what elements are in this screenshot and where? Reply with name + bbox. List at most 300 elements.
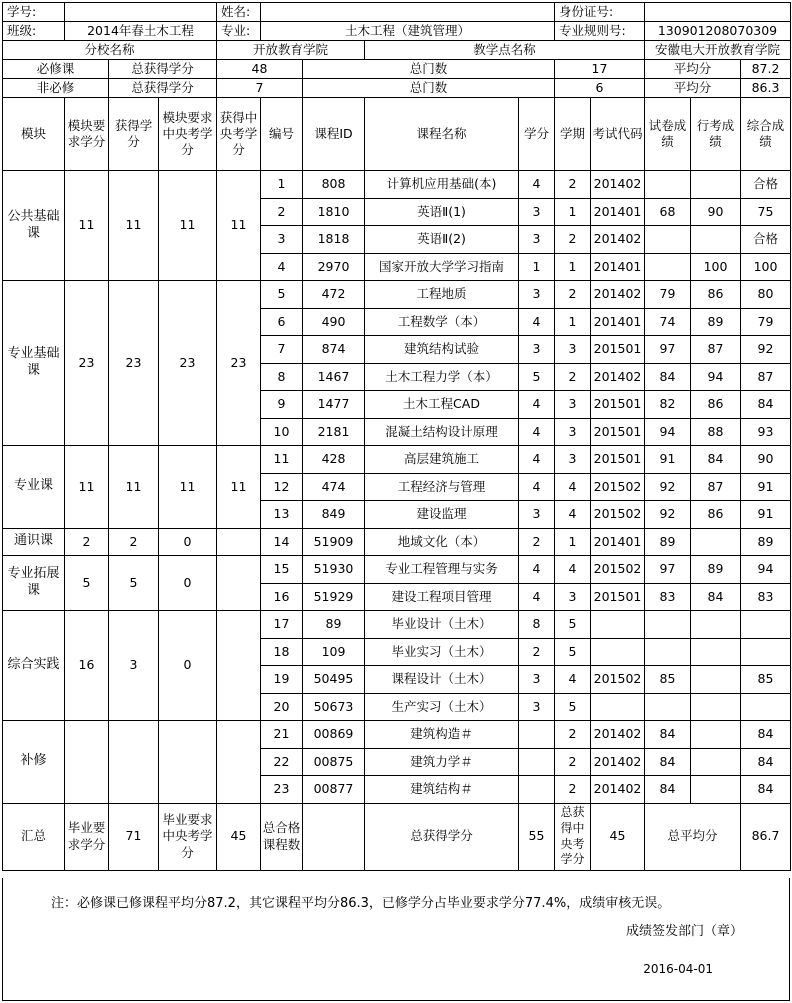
total-central-credits-label: 总获得中央考学分 [555, 803, 591, 870]
course-row [3, 528, 791, 556]
module-required-credits: 23 [65, 281, 109, 446]
col-course-id: 课程ID [303, 98, 365, 171]
elective-count-label: 总门数 [303, 79, 555, 98]
module-earned-credits [109, 721, 159, 804]
major-label: 专业: [217, 22, 261, 41]
issue-date: 2016-04-01 [643, 962, 713, 976]
course-credit: 3 [519, 666, 555, 694]
module-central-required: 0 [159, 611, 217, 721]
course-name: 土木工程CAD [365, 391, 519, 419]
course-credit: 2 [519, 638, 555, 666]
total-score: 92 [741, 336, 791, 364]
course-id: 490 [303, 308, 365, 336]
course-term: 5 [555, 693, 591, 721]
exam-code: 201501 [591, 583, 645, 611]
col-earned-central: 获得中央考学分 [217, 98, 261, 171]
branch-label: 分校名称 [3, 41, 217, 60]
course-number: 2 [261, 198, 303, 226]
course-credit: 4 [519, 418, 555, 446]
exam-code: 201502 [591, 666, 645, 694]
branch-value: 开放教育学院 [217, 41, 365, 60]
course-name: 建设监理 [365, 501, 519, 529]
module-required-credits: 5 [65, 556, 109, 611]
elective-credits: 7 [217, 79, 303, 98]
exam-code: 201401 [591, 308, 645, 336]
note-text: 注：必修课已修课程平均分87.2，其它课程平均分86.3，已修学分占毕业要求学分77.4%，成绩审核无误。 [51, 896, 671, 911]
exam-code: 201502 [591, 501, 645, 529]
process-score: 84 [691, 583, 741, 611]
exam-score: 84 [645, 776, 691, 804]
col-earned-credits: 获得学分 [109, 98, 159, 171]
course-number: 13 [261, 501, 303, 529]
course-name: 英语Ⅱ(2) [365, 226, 519, 254]
module-central-required [159, 721, 217, 804]
course-credit: 2 [519, 528, 555, 556]
course-term: 2 [555, 748, 591, 776]
course-credit [519, 776, 555, 804]
major-value: 土木工程（建筑管理） [261, 22, 555, 41]
module-required-credits: 2 [65, 528, 109, 556]
course-term: 2 [555, 776, 591, 804]
course-name: 建筑结构＃ [365, 776, 519, 804]
required-avg-label: 平均分 [645, 60, 741, 79]
exam-code: 201402 [591, 748, 645, 776]
total-score [741, 611, 791, 639]
course-id: 1810 [303, 198, 365, 226]
exam-code: 201402 [591, 226, 645, 254]
total-score: 90 [741, 446, 791, 474]
course-credit: 4 [519, 446, 555, 474]
course-term: 5 [555, 638, 591, 666]
exam-code: 201402 [591, 171, 645, 199]
total-score: 85 [741, 666, 791, 694]
course-number: 17 [261, 611, 303, 639]
process-score [691, 776, 741, 804]
course-number: 21 [261, 721, 303, 749]
exam-code: 201501 [591, 391, 645, 419]
course-number: 8 [261, 363, 303, 391]
exam-code: 201401 [591, 253, 645, 281]
module-central-required: 0 [159, 556, 217, 611]
exam-score [645, 226, 691, 254]
course-name: 建筑构造＃ [365, 721, 519, 749]
exam-code: 201402 [591, 721, 645, 749]
required-credits-label: 总获得学分 [109, 60, 217, 79]
course-id: 51929 [303, 583, 365, 611]
total-score [741, 638, 791, 666]
exam-score: 85 [645, 666, 691, 694]
course-term: 2 [555, 226, 591, 254]
course-name: 英语Ⅱ(1) [365, 198, 519, 226]
course-id: 849 [303, 501, 365, 529]
course-term: 3 [555, 418, 591, 446]
total-central-credits-value: 45 [591, 803, 645, 870]
exam-code: 201402 [591, 363, 645, 391]
course-name: 课程设计（土木） [365, 666, 519, 694]
elective-credits-label: 总获得学分 [109, 79, 217, 98]
course-credit: 3 [519, 226, 555, 254]
course-row [3, 721, 791, 749]
course-id: 808 [303, 171, 365, 199]
course-name: 建筑力学＃ [365, 748, 519, 776]
total-score: 83 [741, 583, 791, 611]
process-score [691, 693, 741, 721]
total-score: 84 [741, 776, 791, 804]
total-score: 100 [741, 253, 791, 281]
module-name: 专业拓展课 [3, 556, 65, 611]
module-central-earned [217, 528, 261, 556]
course-id: 00877 [303, 776, 365, 804]
elective-avg-label: 平均分 [645, 79, 741, 98]
exam-score [645, 253, 691, 281]
course-credit: 4 [519, 556, 555, 584]
course-name: 高层建筑施工 [365, 446, 519, 474]
course-term: 3 [555, 391, 591, 419]
process-score: 87 [691, 336, 741, 364]
module-name: 通识课 [3, 528, 65, 556]
process-score [691, 748, 741, 776]
course-id: 472 [303, 281, 365, 309]
course-row [3, 611, 791, 639]
exam-score [645, 693, 691, 721]
course-term: 1 [555, 253, 591, 281]
exam-code: 201401 [591, 198, 645, 226]
course-term: 1 [555, 308, 591, 336]
course-number: 9 [261, 391, 303, 419]
module-central-required: 0 [159, 528, 217, 556]
module-name: 专业基础课 [3, 281, 65, 446]
course-name: 工程地质 [365, 281, 519, 309]
process-score: 89 [691, 556, 741, 584]
col-credit: 学分 [519, 98, 555, 171]
module-central-required: 11 [159, 171, 217, 281]
course-id: 1818 [303, 226, 365, 254]
course-id: 1477 [303, 391, 365, 419]
course-term: 3 [555, 446, 591, 474]
process-score [691, 638, 741, 666]
process-score [691, 611, 741, 639]
course-credit [519, 721, 555, 749]
exam-score [645, 611, 691, 639]
exam-score: 97 [645, 336, 691, 364]
course-row [3, 446, 791, 474]
course-number: 7 [261, 336, 303, 364]
totals-label: 汇总 [3, 803, 65, 870]
exam-score: 94 [645, 418, 691, 446]
course-name: 建筑结构试验 [365, 336, 519, 364]
id-value [645, 3, 791, 22]
course-credit: 4 [519, 308, 555, 336]
col-total-score: 综合成绩 [741, 98, 791, 171]
total-score: 75 [741, 198, 791, 226]
total-score: 84 [741, 721, 791, 749]
col-exam-score: 试卷成绩 [645, 98, 691, 171]
column-header-row [3, 98, 791, 171]
process-score [691, 666, 741, 694]
course-credit: 3 [519, 501, 555, 529]
module-name: 公共基础课 [3, 171, 65, 281]
transcript-table [2, 2, 791, 871]
module-name: 补修 [3, 721, 65, 804]
process-score [691, 721, 741, 749]
exam-score: 68 [645, 198, 691, 226]
issuing-office: 成绩签发部门（章） [625, 924, 743, 939]
process-score [691, 226, 741, 254]
course-term: 4 [555, 473, 591, 501]
course-credit: 4 [519, 391, 555, 419]
course-number: 12 [261, 473, 303, 501]
course-name: 专业工程管理与实务 [365, 556, 519, 584]
total-score: 89 [741, 528, 791, 556]
module-required-credits [65, 721, 109, 804]
exam-score: 92 [645, 473, 691, 501]
exam-score: 74 [645, 308, 691, 336]
course-id: 474 [303, 473, 365, 501]
grad-required-label: 毕业要求学分 [65, 803, 109, 870]
required-count-label: 总门数 [303, 60, 555, 79]
exam-score: 89 [645, 528, 691, 556]
course-name: 混凝土结构设计原理 [365, 418, 519, 446]
central-required-value: 45 [217, 803, 261, 870]
course-id: 00875 [303, 748, 365, 776]
col-course-name: 课程名称 [365, 98, 519, 171]
process-score: 84 [691, 446, 741, 474]
course-number: 1 [261, 171, 303, 199]
course-number: 14 [261, 528, 303, 556]
course-id: 428 [303, 446, 365, 474]
process-score: 87 [691, 473, 741, 501]
class-value: 2014年春土木工程 [65, 22, 217, 41]
site-label: 教学点名称 [365, 41, 645, 60]
elective-summary-row [3, 79, 791, 98]
qualified-count-value [303, 803, 365, 870]
course-id: 89 [303, 611, 365, 639]
course-credit: 4 [519, 473, 555, 501]
process-score: 86 [691, 281, 741, 309]
module-central-earned: 11 [217, 446, 261, 529]
elective-label: 非必修 [3, 79, 109, 98]
required-credits: 48 [217, 60, 303, 79]
course-name: 生产实习（土木） [365, 693, 519, 721]
exam-score: 97 [645, 556, 691, 584]
course-number: 18 [261, 638, 303, 666]
course-credit: 8 [519, 611, 555, 639]
course-number: 20 [261, 693, 303, 721]
total-score: 合格 [741, 226, 791, 254]
student-no-value [65, 3, 217, 22]
process-score: 90 [691, 198, 741, 226]
process-score [691, 171, 741, 199]
total-score: 80 [741, 281, 791, 309]
course-number: 19 [261, 666, 303, 694]
exam-score: 84 [645, 748, 691, 776]
course-term: 4 [555, 556, 591, 584]
site-value: 安徽电大开放教育学院 [645, 41, 791, 60]
total-score: 94 [741, 556, 791, 584]
module-earned-credits: 11 [109, 446, 159, 529]
course-term: 3 [555, 583, 591, 611]
module-required-credits: 11 [65, 446, 109, 529]
course-term: 4 [555, 501, 591, 529]
course-id: 2970 [303, 253, 365, 281]
module-earned-credits: 2 [109, 528, 159, 556]
course-number: 5 [261, 281, 303, 309]
col-module: 模块 [3, 98, 65, 171]
course-id: 50495 [303, 666, 365, 694]
course-id: 109 [303, 638, 365, 666]
process-score: 86 [691, 501, 741, 529]
header-row-2 [3, 22, 791, 41]
course-credit: 3 [519, 693, 555, 721]
header-row-1 [3, 3, 791, 22]
course-name: 建设工程项目管理 [365, 583, 519, 611]
name-value [261, 3, 555, 22]
required-summary-row [3, 60, 791, 79]
course-name: 国家开放大学学习指南 [365, 253, 519, 281]
course-id: 50673 [303, 693, 365, 721]
col-term: 学期 [555, 98, 591, 171]
exam-code: 201502 [591, 473, 645, 501]
exam-code: 201402 [591, 776, 645, 804]
course-number: 15 [261, 556, 303, 584]
student-no-label: 学号: [3, 3, 65, 22]
totals-row [3, 803, 791, 870]
course-number: 16 [261, 583, 303, 611]
process-score: 100 [691, 253, 741, 281]
process-score [691, 528, 741, 556]
rule-value: 130901208070309 [645, 22, 791, 41]
overall-average-label: 总平均分 [645, 803, 741, 870]
course-id: 51930 [303, 556, 365, 584]
rule-label: 专业规则号: [555, 22, 645, 41]
module-earned-credits: 11 [109, 171, 159, 281]
module-central-earned: 11 [217, 171, 261, 281]
exam-score: 91 [645, 446, 691, 474]
module-central-earned [217, 556, 261, 611]
course-id: 51909 [303, 528, 365, 556]
course-credit: 3 [519, 198, 555, 226]
notes-section [2, 878, 790, 1001]
course-credit: 3 [519, 281, 555, 309]
elective-count: 6 [555, 79, 645, 98]
exam-score: 82 [645, 391, 691, 419]
exam-code: 201502 [591, 556, 645, 584]
header-row-3 [3, 41, 791, 60]
course-credit [519, 748, 555, 776]
exam-code: 201402 [591, 281, 645, 309]
module-name: 综合实践 [3, 611, 65, 721]
exam-code: 201501 [591, 418, 645, 446]
module-central-earned [217, 721, 261, 804]
course-row [3, 281, 791, 309]
total-credits-value: 55 [519, 803, 555, 870]
process-score: 89 [691, 308, 741, 336]
course-term: 5 [555, 611, 591, 639]
elective-avg: 86.3 [741, 79, 791, 98]
col-exam-code: 考试代码 [591, 98, 645, 171]
module-name: 专业课 [3, 446, 65, 529]
col-process-score: 行考成绩 [691, 98, 741, 171]
required-avg: 87.2 [741, 60, 791, 79]
required-label: 必修课 [3, 60, 109, 79]
module-central-required: 23 [159, 281, 217, 446]
module-required-credits: 11 [65, 171, 109, 281]
course-row [3, 171, 791, 199]
course-credit: 1 [519, 253, 555, 281]
course-term: 2 [555, 721, 591, 749]
course-row [3, 556, 791, 584]
exam-code: 201401 [591, 528, 645, 556]
module-earned-credits: 5 [109, 556, 159, 611]
qualified-count-label: 总合格课程数 [261, 803, 303, 870]
course-number: 23 [261, 776, 303, 804]
total-score: 79 [741, 308, 791, 336]
course-number: 10 [261, 418, 303, 446]
total-credits-label: 总获得学分 [365, 803, 519, 870]
total-score: 93 [741, 418, 791, 446]
exam-score: 84 [645, 363, 691, 391]
module-earned-credits: 23 [109, 281, 159, 446]
id-label: 身份证号: [555, 3, 645, 22]
process-score: 86 [691, 391, 741, 419]
course-id: 874 [303, 336, 365, 364]
course-term: 2 [555, 363, 591, 391]
name-label: 姓名: [217, 3, 261, 22]
exam-code: 201501 [591, 446, 645, 474]
course-name: 工程经济与管理 [365, 473, 519, 501]
course-id: 2181 [303, 418, 365, 446]
grad-required-value: 71 [109, 803, 159, 870]
course-credit: 4 [519, 171, 555, 199]
exam-score: 79 [645, 281, 691, 309]
col-number: 编号 [261, 98, 303, 171]
central-required-label: 毕业要求中央考学分 [159, 803, 217, 870]
total-score: 84 [741, 391, 791, 419]
course-credit: 3 [519, 336, 555, 364]
course-number: 11 [261, 446, 303, 474]
course-name: 毕业设计（土木） [365, 611, 519, 639]
exam-score: 84 [645, 721, 691, 749]
course-term: 4 [555, 666, 591, 694]
module-earned-credits: 3 [109, 611, 159, 721]
total-score: 合格 [741, 171, 791, 199]
course-credit: 4 [519, 583, 555, 611]
course-credit: 5 [519, 363, 555, 391]
course-term: 1 [555, 528, 591, 556]
course-number: 22 [261, 748, 303, 776]
course-name: 地域文化（本） [365, 528, 519, 556]
col-module-required-credits: 模块要求学分 [65, 98, 109, 171]
exam-code [591, 638, 645, 666]
course-id: 1467 [303, 363, 365, 391]
course-number: 6 [261, 308, 303, 336]
exam-code: 201501 [591, 336, 645, 364]
overall-average-value: 86.7 [741, 803, 791, 870]
exam-score [645, 171, 691, 199]
module-central-earned [217, 611, 261, 721]
course-name: 工程数学（本） [365, 308, 519, 336]
total-score: 87 [741, 363, 791, 391]
total-score: 84 [741, 748, 791, 776]
module-central-earned: 23 [217, 281, 261, 446]
total-score: 91 [741, 501, 791, 529]
module-required-credits: 16 [65, 611, 109, 721]
course-term: 1 [555, 198, 591, 226]
col-module-central-required: 模块要求中央考学分 [159, 98, 217, 171]
course-id: 00869 [303, 721, 365, 749]
total-score: 91 [741, 473, 791, 501]
class-label: 班级: [3, 22, 65, 41]
